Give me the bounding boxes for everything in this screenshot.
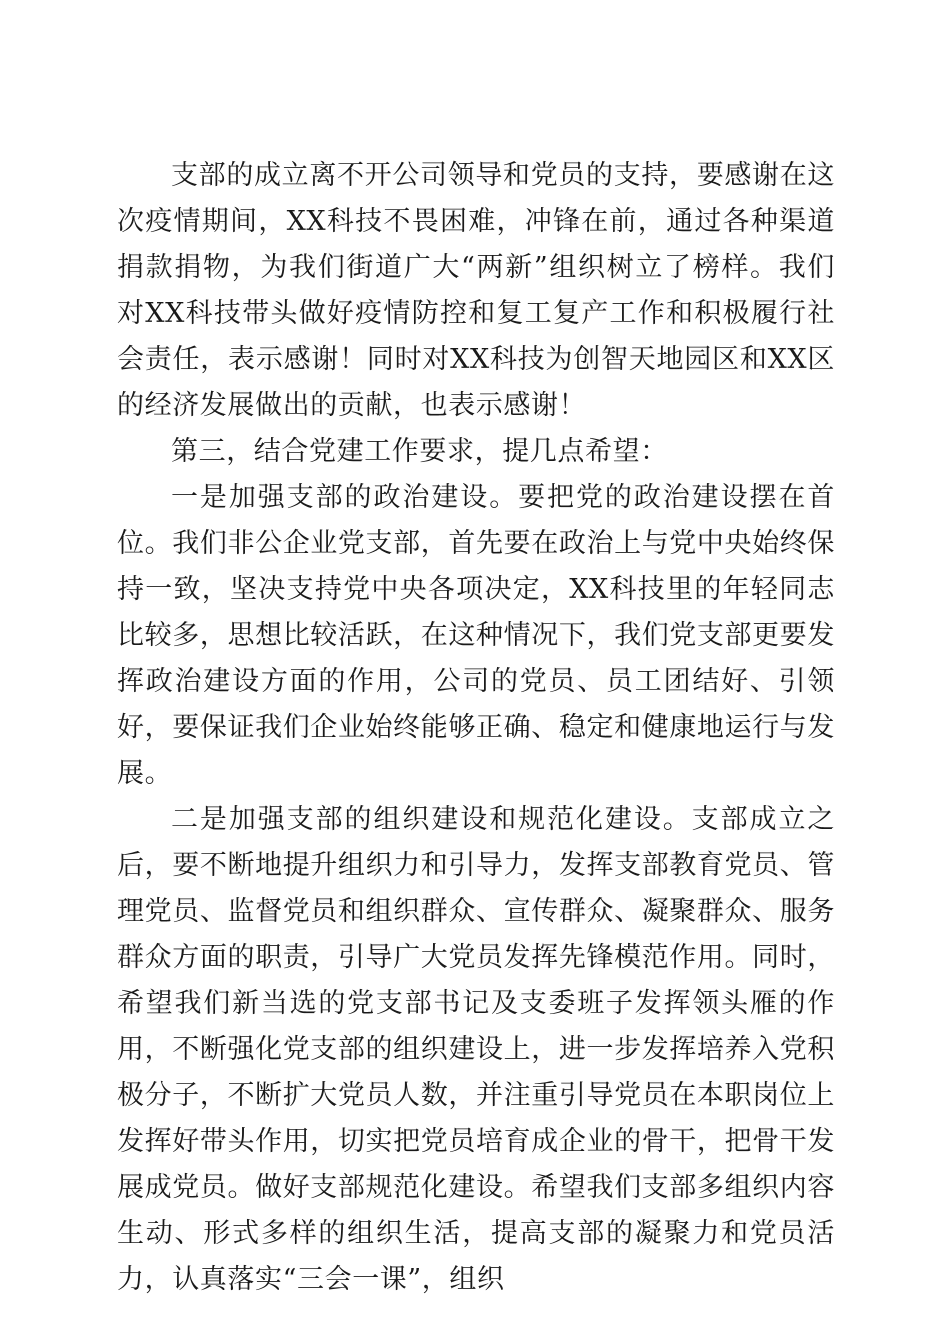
paragraph-3: 一是加强支部的政治建设。要把党的政治建设摆在首位。我们非公企业党支部，首先要在政治上与党中央始终保持一致，坚决支持党中央各项决定，XX科技里的年轻同志比较多，思想比较活跃，在这种情况下，我们党支部更要发挥政治建设方面的作用，公司的党员、员工团结好、引领好，要保证我们企业始终能够正确、稳定和健康地运行与发展。 (117, 482, 835, 789)
document-body (117, 153, 835, 1303)
paragraph-2: 第三，结合党建工作要求，提几点希望： (171, 436, 668, 467)
paragraph-4: 二是加强支部的组织建设和规范化建设。支部成立之后，要不断地提升组织力和引导力，发挥支部教育党员、管理党员、监督党员和组织群众、宣传群众、凝聚群众、服务群众方面的职责，引导广大党员发挥先锋模范作用。同时，希望我们新当选的党支部书记及支委班子发挥领头雁的作用，不断强化党支部的组织建设上，进一步发挥培养入党积极分子，不断扩大党员人数，并注重引导党员在本职岗位上发挥好带头作用，切实把党员培育成企业的骨干，把骨干发展成党员。做好支部规范化建设。希望我们支部多组织内容生动、形式多样的组织生活，提高支部的凝聚力和党员活力，认真落实“三会一课”，组织 (117, 804, 835, 1295)
paragraph-1: 支部的成立离不开公司领导和党员的支持，要感谢在这次疫情期间，XX科技不畏困难，冲锋在前，通过各种渠道捐款捐物，为我们街道广大“两新”组织树立了榜样。我们对XX科技带头做好疫情防控和复工复产工作和积极履行社会责任，表示感谢！同时对XX科技为创智天地园区和XX区的经济发展做出的贡献，也表示感谢！ (117, 160, 835, 421)
